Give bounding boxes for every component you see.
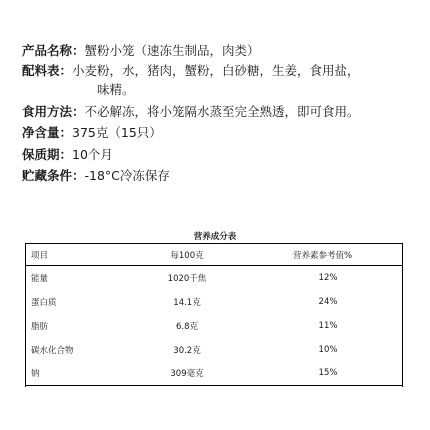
product-name-row bbox=[22, 41, 260, 59]
nutrient-amount: 30.2克 bbox=[173, 345, 201, 356]
table-row bbox=[25, 266, 403, 290]
header-nrv: 营养素参考值% bbox=[253, 244, 403, 266]
nutrient-nrv: 15% bbox=[253, 362, 403, 386]
nutrient-name: 蛋白质 bbox=[31, 297, 57, 308]
nutrient-amount: 6.8克 bbox=[175, 321, 199, 332]
ingredients-value: 小麦粉，水，猪肉，蟹粉，白砂糖，生姜，食用盐， bbox=[72, 63, 360, 78]
table-row bbox=[25, 290, 403, 314]
usage-value: 不必解冻，将小笼隔水蒸至完全熟透，即可食用。 bbox=[84, 104, 360, 119]
usage-label: 食用方法： bbox=[22, 104, 85, 119]
nutrient-name: 碳水化合物 bbox=[31, 345, 74, 356]
nutrient-name: 能量 bbox=[31, 273, 49, 284]
net-weight-value: 375克（15只） bbox=[72, 125, 162, 140]
storage-value: -18°C冷冻保存 bbox=[84, 168, 170, 183]
nutrient-name: 钠 bbox=[25, 362, 121, 386]
usage-row bbox=[22, 102, 360, 120]
nutrient-amount: 309毫克 bbox=[121, 362, 253, 386]
nutrient-name: 脂肪 bbox=[31, 321, 49, 332]
shelf-life-label: 保质期： bbox=[22, 147, 73, 162]
table-row bbox=[25, 338, 403, 362]
table-row bbox=[25, 362, 403, 386]
net-weight-row bbox=[22, 123, 162, 141]
net-weight-label: 净含量： bbox=[22, 125, 73, 140]
storage-row bbox=[22, 166, 170, 184]
ingredients-value-continued: 味精。 bbox=[97, 82, 135, 97]
product-name-label: 产品名称： bbox=[22, 43, 85, 58]
nutrition-header-row bbox=[25, 244, 403, 266]
table-row bbox=[25, 314, 403, 338]
ingredients-continuation bbox=[97, 80, 135, 98]
header-per-100g: 每100克 bbox=[121, 244, 253, 266]
nutrient-nrv: 10% bbox=[318, 344, 338, 355]
nutrient-nrv: 24% bbox=[318, 296, 338, 307]
storage-label: 贮藏条件： bbox=[22, 168, 85, 183]
header-item: 项目 bbox=[25, 244, 121, 266]
nutrient-amount: 1020千焦 bbox=[167, 273, 207, 284]
shelf-life-value: 10个月 bbox=[72, 147, 113, 162]
nutrient-amount: 14.1克 bbox=[173, 297, 201, 308]
ingredients-row bbox=[22, 61, 360, 79]
nutrient-nrv: 12% bbox=[318, 272, 338, 283]
product-name-value: 蟹粉小笼（速冻生制品，肉类） bbox=[84, 43, 260, 58]
nutrition-table bbox=[25, 243, 403, 386]
nutrient-nrv: 11% bbox=[318, 320, 338, 331]
ingredients-label: 配料表： bbox=[22, 63, 73, 78]
nutrition-table-title: 营养成分表 bbox=[193, 232, 237, 242]
shelf-life-row bbox=[22, 145, 113, 163]
